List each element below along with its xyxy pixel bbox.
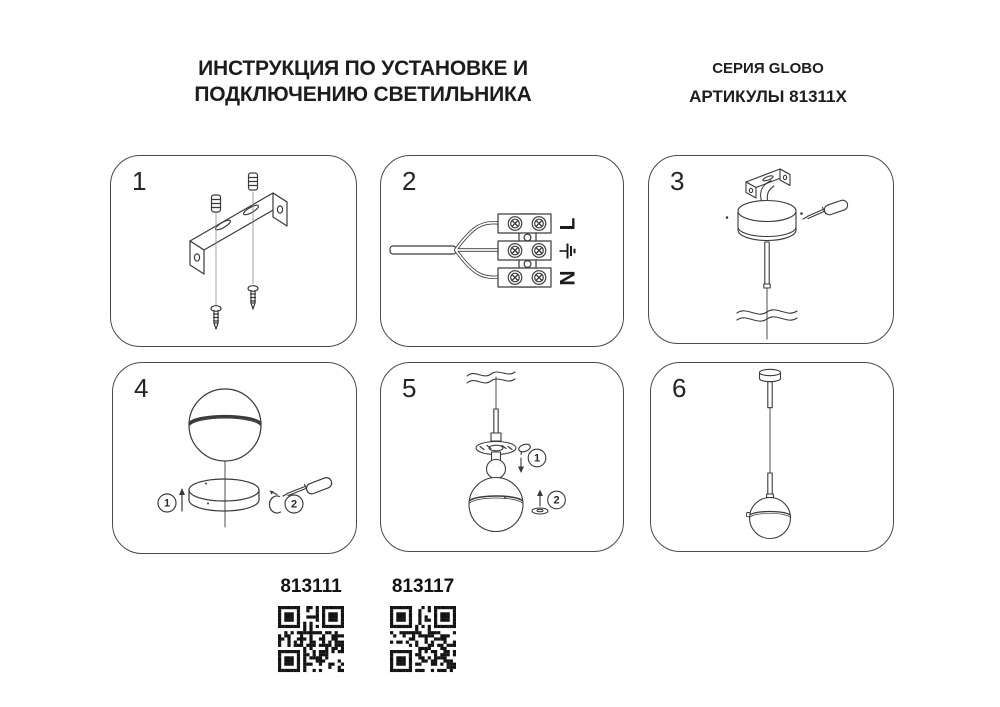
screw-icon [211,306,221,329]
panel-number: 4 [134,373,149,403]
ceiling-cap [760,369,781,381]
page-title-line1: ИНСТРУКЦИЯ ПО УСТАНОВКЕ И [198,57,528,80]
wall-plug-icon [212,195,221,212]
clip-icon [269,491,280,514]
bulb-assembly-illustration [381,363,623,551]
disc-part [532,508,548,514]
bracket-screws-illustration [111,156,356,346]
step-panel-2 [380,155,624,347]
cap-part [518,443,532,455]
page-title-line2: ПОДКЛЮЧЕНИЮ СВЕТИЛЬНИКА [194,83,532,106]
panel-number: 2 [402,166,417,196]
arrow-up-icon [537,490,543,497]
mains-cable [390,246,456,254]
shade-holder-flange [476,433,516,461]
canopy-illustration [649,156,893,343]
break-lines [467,372,515,376]
series-name: СЕРИЯ GLOBO [712,60,824,77]
canopy [738,201,796,241]
step-2-label: 2 [290,498,298,511]
screwdriver-icon [803,199,849,219]
screwdriver-icon [283,476,333,496]
globe-shade [469,478,523,532]
step-panel-3 [648,155,894,344]
retaining-ring [189,479,259,511]
step-panel-4 [112,362,357,554]
step-1-label: 1 [163,497,171,510]
panel-number: 1 [132,166,147,196]
globe-shade [750,498,791,539]
terminal-wiring-illustration [381,156,623,346]
globe-ring-illustration [113,363,356,553]
arrow-down-icon [518,467,524,474]
step-1-label: 1 [533,452,541,465]
article-numbers: АРТИКУЛЫ 81311X [689,87,847,106]
page-title [153,56,573,108]
panel-number: 6 [672,373,687,403]
earth-ground-icon [560,244,575,259]
terminal-label-neutral: N [556,270,580,286]
arrow-up-icon [179,488,185,495]
qr-label-1: 813111 [280,576,342,597]
qr-code [390,604,456,674]
step-2-label: 2 [553,494,560,507]
qr-code [278,604,344,674]
globe-shade [189,389,261,461]
step-panel-5 [380,362,624,552]
screw-icon [248,286,258,309]
step-panel-1 [110,155,357,347]
panel-number: 5 [402,373,417,403]
light-bulb-icon [487,460,506,479]
terminal-label-live: L [556,217,580,231]
terminal-block [498,214,551,287]
qr-label-2: 813117 [391,576,455,597]
series-block [655,60,881,107]
panel-number: 3 [670,166,685,196]
wall-plug-icon [249,173,258,190]
assembled-pendant-illustration [651,363,893,551]
step-panel-6 [650,362,894,552]
